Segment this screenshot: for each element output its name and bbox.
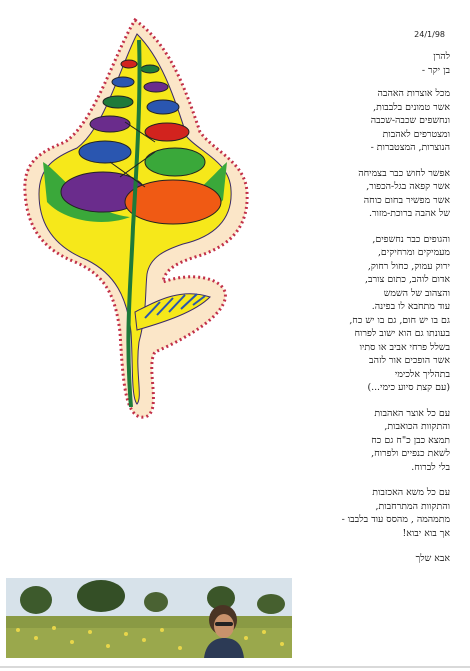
stanza bbox=[270, 87, 450, 155]
poem-line: והגופים כבר נחשפים, bbox=[372, 233, 450, 245]
letter-date: 24/1/98 bbox=[414, 30, 445, 39]
poem-line: ונחשפים שכבה-שכבה bbox=[370, 115, 450, 126]
poem-line: ומצטרפים לאהבות bbox=[382, 128, 450, 140]
poem-line: אפשר לחוש כבר בצמיחה bbox=[358, 167, 450, 179]
poem-line: בלי לברוח. bbox=[411, 461, 450, 473]
stanza bbox=[270, 486, 450, 540]
poem-line: והתקוות הכואבות, bbox=[384, 421, 450, 432]
poem-line: עם כל אוצר האהבות bbox=[374, 407, 450, 419]
stanza bbox=[270, 233, 450, 395]
poem-line: והתקוות המתרחבות, bbox=[375, 500, 450, 512]
poem-line: מתמהמה , מהסס עוד בלבבו - bbox=[341, 514, 450, 525]
poem bbox=[270, 50, 450, 566]
stanza bbox=[270, 407, 450, 475]
poem-line: אשר הופכים אור לזהב bbox=[369, 355, 450, 366]
poem-line: אשר טמונים בלבבות, bbox=[373, 101, 450, 113]
poem-line: תמצא כבן כ"ח גם כח bbox=[371, 434, 450, 446]
poem-line: אשר קפאה בגל-הכפור, bbox=[366, 181, 450, 192]
poem-line: עוד מתחבא לו בפינה. bbox=[371, 301, 450, 312]
poem-line: להרן bbox=[433, 51, 450, 62]
poem-line: אשר מפשיר בחום כוחה bbox=[363, 194, 450, 206]
poem-line: גם בו יש חום, גם בו יש כח, bbox=[349, 314, 450, 326]
poem-line: בעונתו גם הוא ישוב לפרוח bbox=[354, 328, 450, 339]
poem-line: מכל אוצרות האהבה bbox=[377, 88, 450, 99]
poem-line: אדום לוהב, כתום צורב, bbox=[365, 274, 450, 285]
addressee bbox=[270, 50, 450, 77]
landscape-photo bbox=[6, 578, 292, 658]
poem-line: הנוצרות, המצטברות - bbox=[370, 142, 450, 153]
poem-line: בתהליך אלכימי bbox=[394, 368, 450, 380]
poem-line: בן יקר - bbox=[421, 64, 450, 76]
poem-line: אך בוא יבוא! bbox=[402, 527, 450, 539]
poem-line: לשאת כנפיים ולפרוח, bbox=[371, 448, 450, 459]
flower-drawing bbox=[15, 12, 260, 422]
divider bbox=[0, 666, 470, 668]
poem-line: עם כל משא האכזבות bbox=[372, 487, 450, 498]
poem-line: של אהבה ברוכת-מזור. bbox=[368, 208, 450, 219]
poem-line: והצהוב של השמש bbox=[383, 287, 450, 299]
signature: אבא שלך bbox=[415, 553, 450, 564]
poem-line: מעמיקים ומרחיקים, bbox=[377, 247, 450, 258]
stanza bbox=[270, 167, 450, 221]
poem-line: (עם קצת סיוע כימי...) bbox=[367, 382, 450, 393]
poem-line: ירוק עמוק, כחול רחוק, bbox=[367, 260, 450, 272]
poem-line: בשלל פרחי אביב או סתיו bbox=[359, 341, 450, 353]
